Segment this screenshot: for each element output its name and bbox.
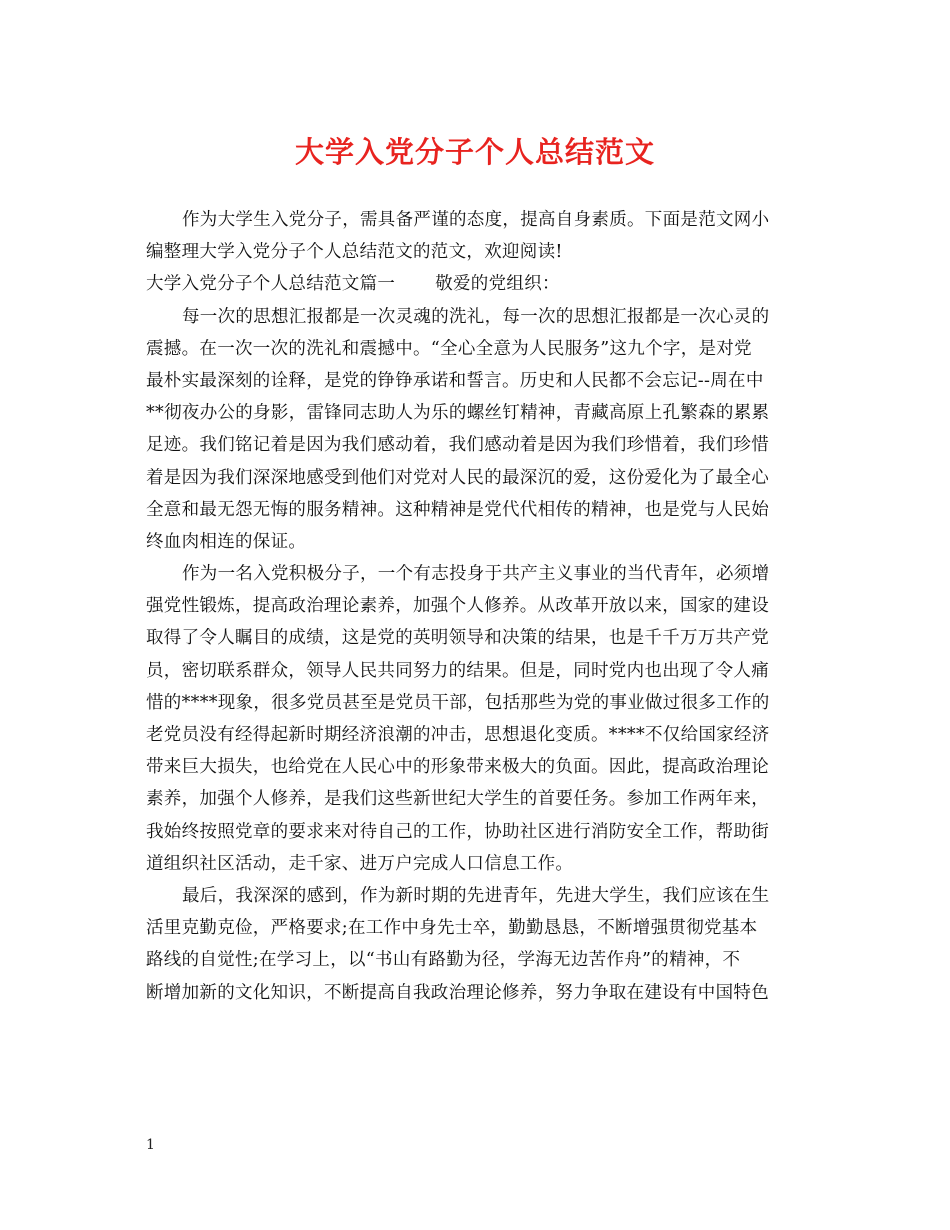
paragraph-3-line-3: 路线的自觉性;在学习上，以“书山有路勤为径，学海无边苦作舟”的精神，不 bbox=[146, 950, 741, 971]
paragraph-2-line-2: 强党性锻炼，提高政治理论素养，加强个人修养。从改革开放以来，国家的建设 bbox=[146, 596, 769, 617]
paragraph-2-line-10: 道组织社区活动，走千家、进万户完成人口信息工作。 bbox=[146, 853, 574, 874]
paragraph-2-line-9: 我始终按照党章的要求来对待自己的工作，协助社区进行消防安全工作，帮助街 bbox=[146, 821, 769, 842]
paragraph-2-line-6: 老党员没有经得起新时期经济浪潮的冲击，思想退化变质。****不仅给国家经济 bbox=[146, 725, 770, 745]
document-title: 大学入党分子个人总结范文 bbox=[294, 135, 655, 169]
paragraph-1-line-4: **彻夜办公的身影，雷锋同志助人为乐的螺丝钉精神，青藏高原上孔繁森的累累 bbox=[146, 403, 770, 424]
paragraph-3-line-1: 最后，我深深的感到，作为新时期的先进青年，先进大学生，我们应该在生 bbox=[182, 885, 770, 906]
paragraph-3-line-4: 断增加新的文化知识，不断提高自我政治理论修养，努力争取在建设有中国特色 bbox=[146, 982, 769, 1003]
paragraph-1-line-8: 终血肉相连的保证。 bbox=[146, 531, 307, 552]
salutation: 敬爱的党组织： bbox=[435, 274, 560, 295]
paragraph-1-line-6: 着是因为我们深深地感受到他们对党对人民的最深沉的爱，这份爱化为了最全心 bbox=[146, 467, 769, 488]
section-heading: 大学入党分子个人总结范文篇一 bbox=[146, 274, 396, 295]
paragraph-1-line-5: 足迹。我们铭记着是因为我们感动着，我们感动着是因为我们珍惜着，我们珍惜 bbox=[146, 435, 769, 456]
paragraph-2-line-4: 员，密切联系群众，领导人民共同努力的结果。但是，同时党内也出现了令人痛 bbox=[146, 660, 769, 681]
intro-line-2: 编整理大学入党分子个人总结范文的范文，欢迎阅读! bbox=[146, 242, 563, 263]
paragraph-2-line-1: 作为一名入党积极分子，一个有志投身于共产主义事业的当代青年，必须增 bbox=[182, 564, 770, 585]
page-number: 1 bbox=[146, 1137, 155, 1153]
paragraph-2-line-3: 取得了令人瞩目的成绩，这是党的英明领导和决策的结果，也是千千万万共产党 bbox=[146, 628, 769, 649]
intro-line-1: 作为大学生入党分子，需具备严谨的态度，提高自身素质。下面是范文网小 bbox=[182, 210, 770, 230]
paragraph-1-line-3: 最朴实最深刻的诠释，是党的铮铮承诺和誓言。历史和人民都不会忘记--周在中 bbox=[146, 370, 764, 391]
paragraph-1-line-1: 每一次的思想汇报都是一次灵魂的洗礼，每一次的思想汇报都是一次心灵的 bbox=[182, 306, 770, 327]
document-body bbox=[146, 204, 806, 1009]
paragraph-2-line-5: 惜的****现象，很多党员甚至是党员干部，包括那些为党的事业做过很多工作的 bbox=[146, 692, 770, 713]
paragraph-2-line-8: 素养，加强个人修养，是我们这些新世纪大学生的首要任务。参加工作两年来， bbox=[146, 789, 769, 810]
section-heading-line bbox=[146, 268, 806, 300]
paragraph-2-line-7: 带来巨大损失，也给党在人民心中的形象带来极大的负面。因此，提高政治理论 bbox=[146, 757, 769, 778]
paragraph-3-line-2: 活里克勤克俭，严格要求;在工作中身先士卒，勤勤恳恳，不断增强贯彻党基本 bbox=[146, 918, 758, 939]
paragraph-1-line-2: 震撼。在一次一次的洗礼和震撼中。“全心全意为人民服务”这九个字，是对党 bbox=[146, 338, 752, 359]
paragraph-1-line-7: 全意和最无怨无悔的服务精神。这种精神是党代代相传的精神，也是党与人民始 bbox=[146, 499, 769, 520]
